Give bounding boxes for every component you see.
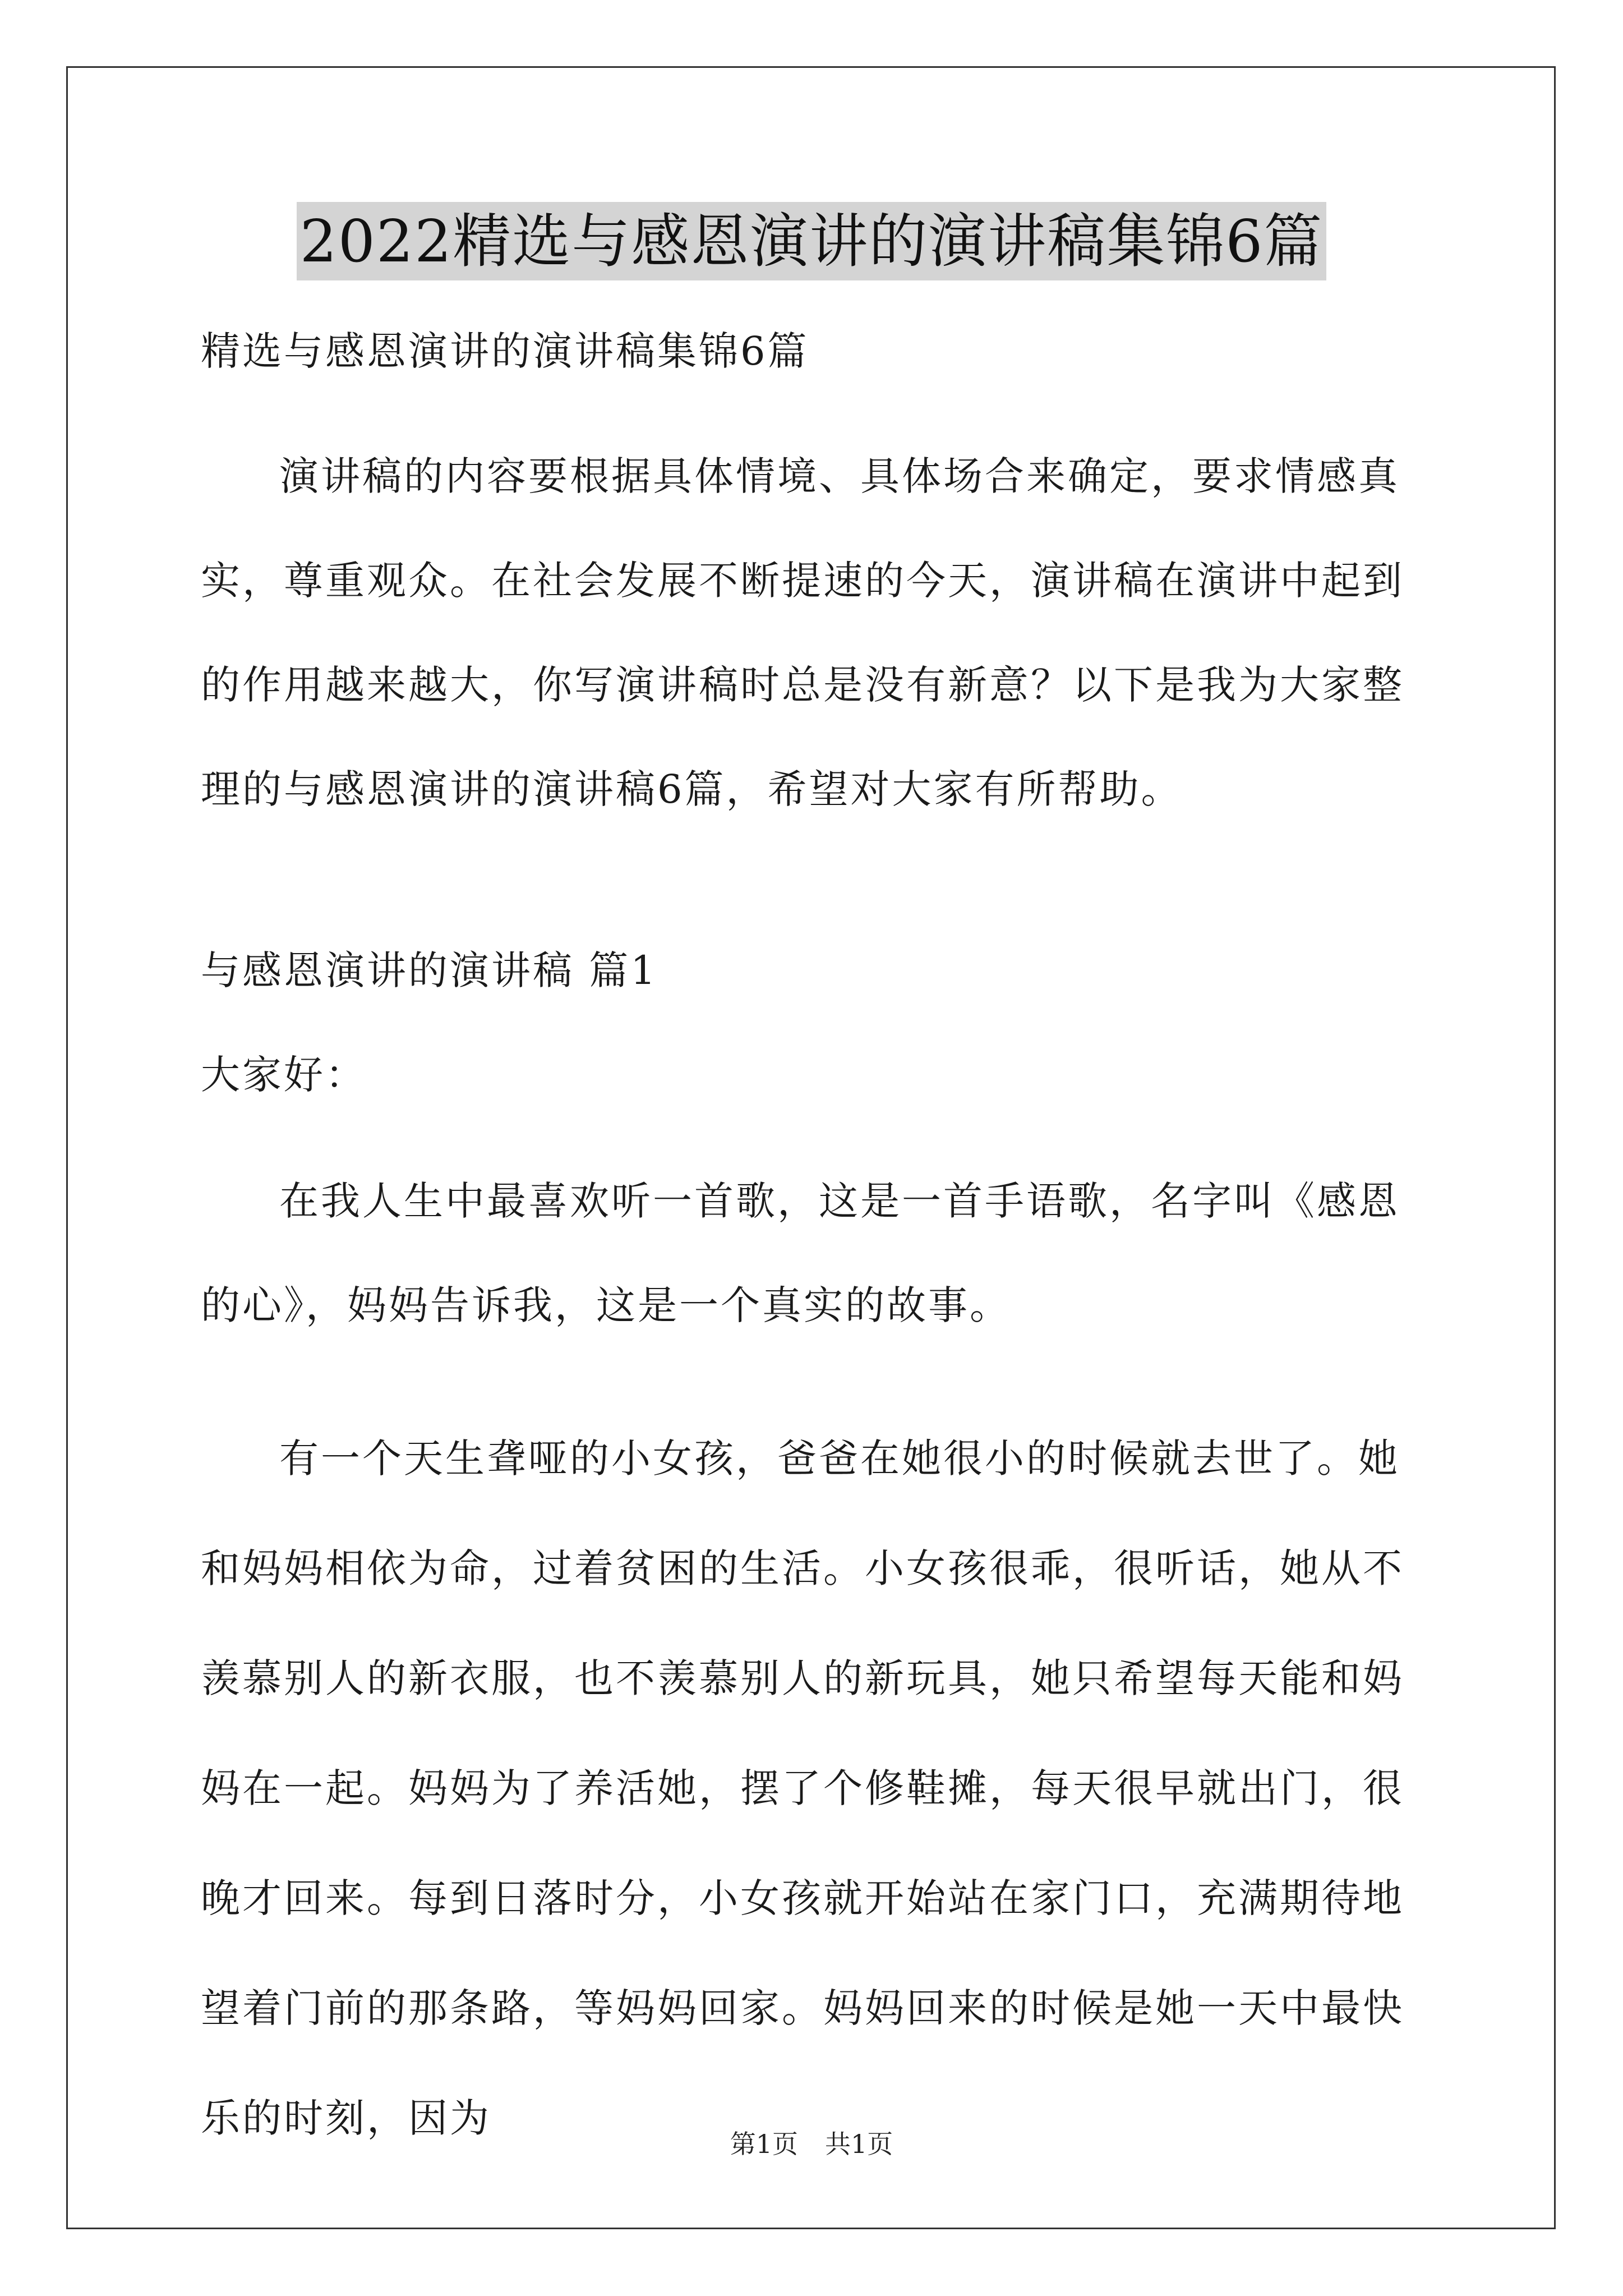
title-container [0,202,1623,280]
section-heading: 与感恩演讲的演讲稿 篇1 [201,947,658,993]
document-body [201,303,1435,2173]
document-title: 2022精选与感恩演讲的演讲稿集锦6篇 [297,202,1327,280]
paragraph-story: 有一个天生聋哑的小女孩，爸爸在她很小的时候就去世了。她和妈妈相依为命，过着贫困的生活。小女孩很乖，很听话，她从不羡慕别人的新衣服，也不羡慕别人的新玩具，她只希望每天能和妈妈在一起。妈妈为了养活她，摆了个修鞋摊，每天很早就出门，很晚才回来。每到日落时分，小女孩就开始站在家门口，充满期待地望着门前的那条路，等妈妈回家。妈妈回来的时候是她一天中最快乐的时刻，因为 [201,1435,1404,2141]
document-subtitle: 精选与感恩演讲的演讲稿集锦6篇 [201,328,809,374]
intro-paragraph: 演讲稿的内容要根据具体情境、具体场合来确定，要求情感真实，尊重观众。在社会发展不断提速的今天，演讲稿在演讲中起到的作用越来越大，你写演讲稿时总是没有新意？以下是我为大家整理的与感恩演讲的演讲稿6篇，希望对大家有所帮助。 [201,453,1404,812]
page-number-total: 共1页 [825,2129,893,2159]
paragraph-song: 在我人生中最喜欢听一首歌，这是一首手语歌，名字叫《感恩的心》，妈妈告诉我，这是一个真实的故事。 [201,1178,1400,1328]
greeting: 大家好： [201,1052,367,1098]
page-footer [0,2124,1623,2161]
page-number-current: 第1页 [730,2129,798,2159]
